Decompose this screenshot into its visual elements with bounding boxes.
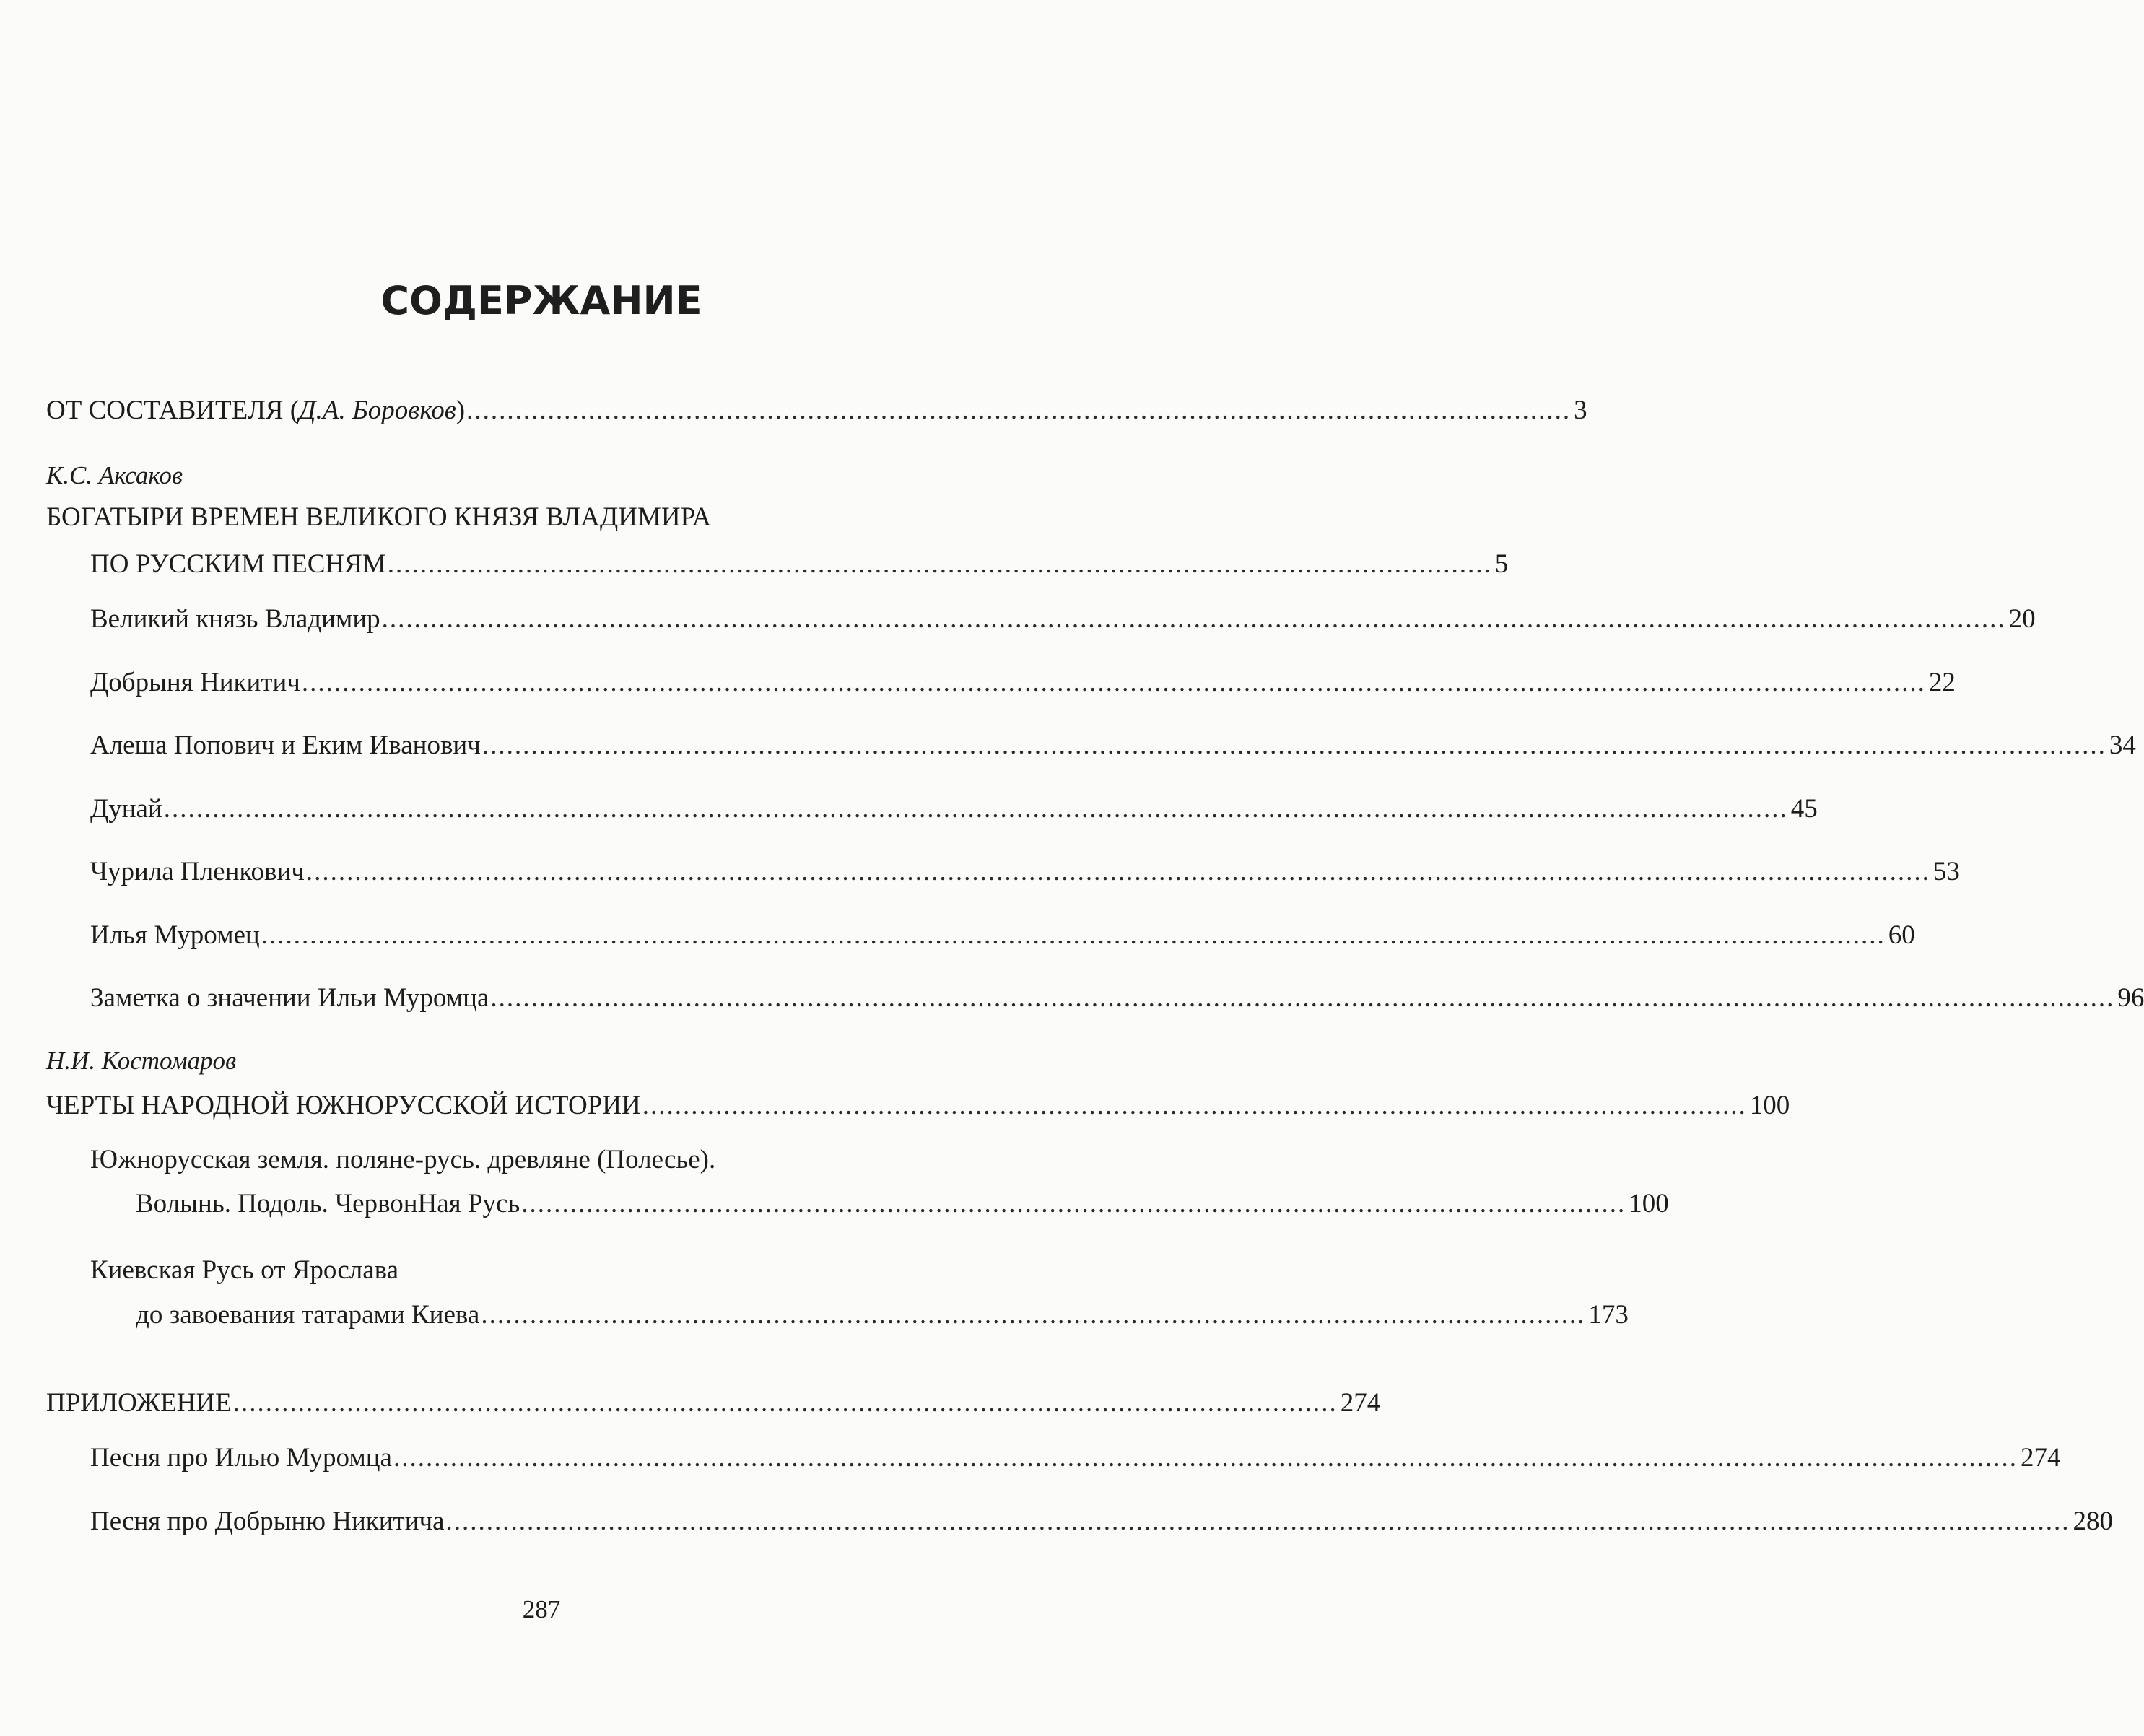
toc-entry — [90, 603, 2036, 635]
toc-entry-appendix — [46, 1387, 1381, 1419]
page-number: 274 — [1340, 1388, 1381, 1418]
toc-entry-foreword — [46, 395, 1587, 427]
entry-label: Чурила Пленкович — [90, 857, 305, 886]
toc-entry — [90, 1442, 2061, 1474]
toc-entry-section-title — [46, 1090, 1790, 1122]
page-number: 280 — [2073, 1506, 2114, 1536]
leader-dots: ........................................................................................................................................ — [232, 1388, 1338, 1418]
toc-entry — [136, 1299, 1629, 1331]
entry-label: ПО РУССКИМ ПЕСНЯМ — [90, 549, 386, 579]
entry-label: Алеша Попович и Еким Иванович — [90, 730, 481, 760]
toc-entry — [136, 1188, 1669, 1220]
leader-dots: ........................................................................................................................................................................................................ — [481, 730, 2106, 760]
entry-label: Песня про Илью Муромца — [90, 1443, 392, 1473]
entry-label-close: ) — [456, 396, 466, 425]
entry-label: до завоевания татарами Киева — [136, 1300, 480, 1330]
leader-dots: ........................................................................................................................................................................................................ — [381, 604, 2006, 634]
entry-label: Добрыня Никитич — [90, 667, 300, 697]
section-author: Н.И. Костомаров — [46, 1047, 237, 1075]
page-number: 20 — [2008, 604, 2036, 634]
entry-label: Дунай — [90, 793, 162, 824]
page-number: 96 — [2117, 983, 2144, 1013]
leader-dots: ........................................................................................................................................................................................................ — [301, 667, 1926, 697]
leader-dots: ........................................................................................................................................................................................................ — [305, 857, 1930, 886]
toc-entry — [90, 793, 1818, 825]
toc-entry — [90, 667, 1956, 699]
toc-entry-line: Южнорусская земля. поляне-русь. древляне (Полесье). — [90, 1145, 716, 1174]
page-title: СОДЕРЖАНИЕ — [380, 278, 702, 323]
leader-dots: ........................................................................................................................................ — [481, 1300, 1586, 1330]
page-number: 173 — [1588, 1300, 1629, 1330]
page-number: 45 — [1790, 793, 1818, 824]
page-number: 22 — [1928, 667, 1956, 697]
entry-label: ОТ СОСТАВИТЕЛЯ ( — [46, 396, 300, 425]
entry-label: ЧЕРТЫ НАРОДНОЙ ЮЖНОРУССКОЙ ИСТОРИИ — [46, 1091, 641, 1120]
page-number: 5 — [1494, 549, 1509, 579]
page-number: 100 — [1749, 1091, 1790, 1120]
editor-name: Д.А. Боровков — [299, 396, 456, 425]
leader-dots: ........................................................................................................................................................................................................ — [393, 1443, 2018, 1473]
toc-entry-line: Киевская Русь от Ярослава — [90, 1255, 399, 1285]
toc-entry — [90, 982, 2144, 1014]
entry-label: Песня про Добрыню Никитича — [90, 1506, 445, 1536]
entry-label: ПРИЛОЖЕНИЕ — [46, 1388, 232, 1418]
leader-dots: ........................................................................................................................................................................................................ — [261, 920, 1886, 950]
page-number: 274 — [2020, 1443, 2061, 1473]
entry-label: Заметка о значении Ильи Муромца — [90, 983, 489, 1013]
toc-entry-section-title — [90, 549, 1509, 580]
toc-entry — [90, 856, 1960, 888]
leader-dots: ........................................................................................................................................ — [521, 1189, 1626, 1218]
section-author: К.С. Аксаков — [46, 461, 183, 489]
leader-dots: ........................................................................................................................................................................................................ — [445, 1506, 2070, 1536]
page-number: 34 — [2109, 730, 2136, 760]
leader-dots: ........................................................................................................................................................................................................ — [163, 793, 1788, 824]
folio-page-number: 287 — [522, 1595, 561, 1623]
page-number: 100 — [1629, 1189, 1669, 1218]
leader-dots: ........................................................................................................................................ — [642, 1091, 1747, 1120]
section-title: БОГАТЫРИ ВРЕМЕН ВЕЛИКОГО КНЯЗЯ ВЛАДИМИРА — [46, 502, 712, 532]
page-number: 3 — [1574, 396, 1587, 425]
leader-dots: ........................................................................................................................................................................................................ — [490, 983, 2115, 1013]
page-number: 60 — [1888, 920, 1915, 950]
entry-label: Великий князь Владимир — [90, 604, 380, 634]
entry-label: Илья Муромец — [90, 920, 260, 950]
page-number: 53 — [1932, 857, 1960, 886]
entry-label: Волынь. Подоль. ЧервонНая Русь — [136, 1189, 520, 1218]
toc-entry — [90, 730, 2136, 762]
toc-entry — [90, 920, 1915, 951]
leader-dots: ........................................................................................................................................ — [466, 396, 1572, 425]
leader-dots: ........................................................................................................................................ — [387, 549, 1492, 579]
toc-entry — [90, 1506, 2114, 1537]
